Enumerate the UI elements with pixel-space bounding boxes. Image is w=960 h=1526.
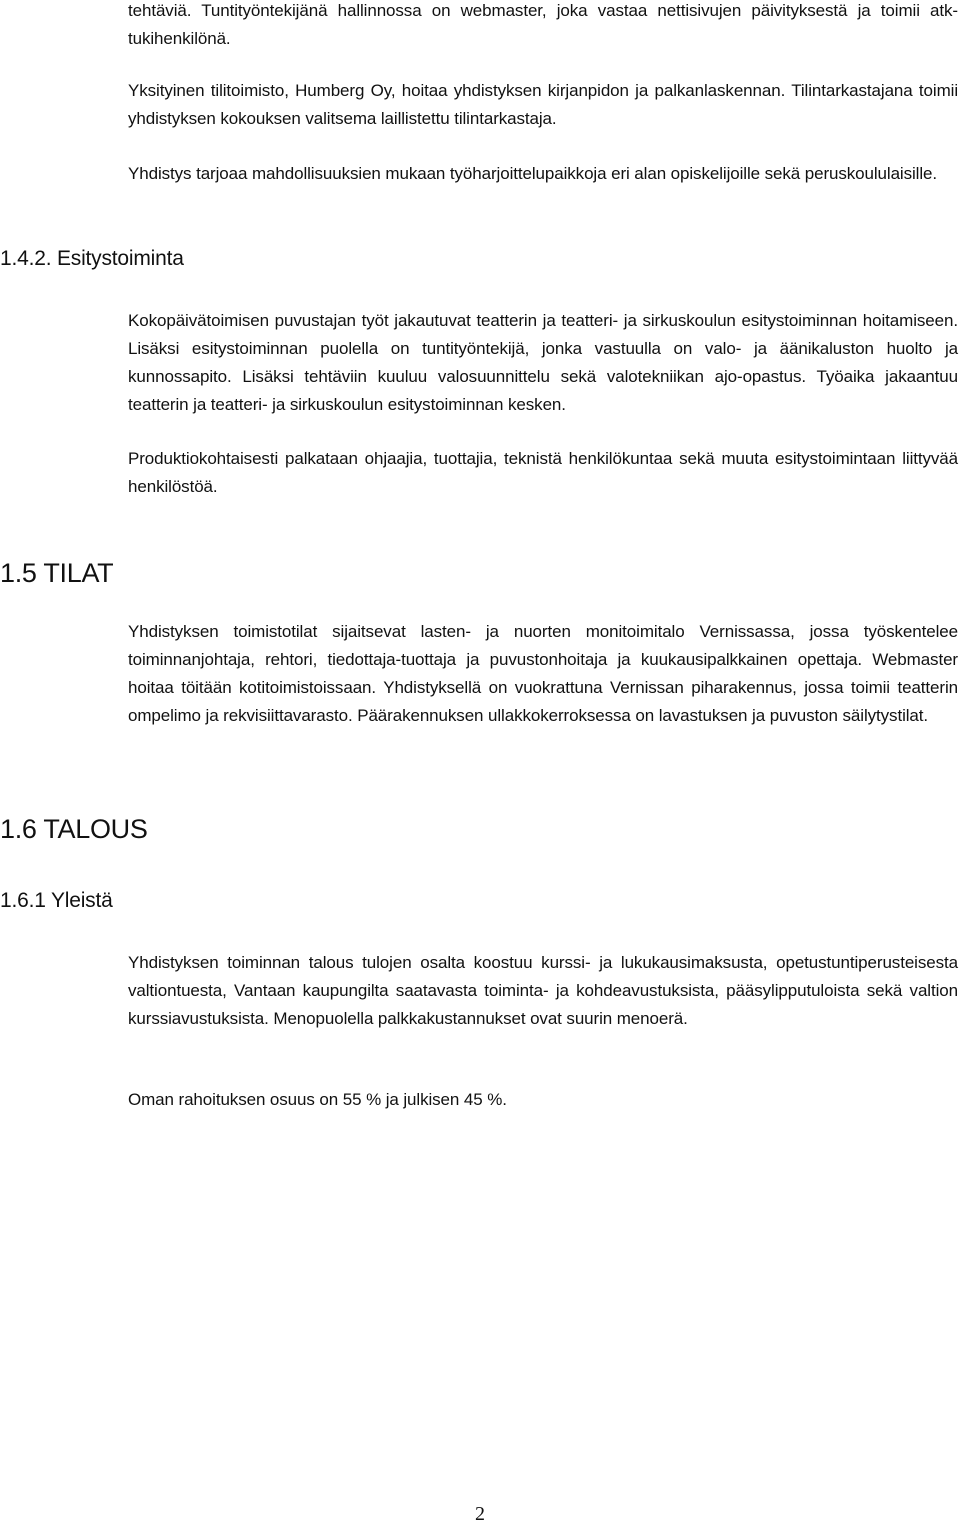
heading-esitystoiminta: 1.4.2. Esitystoiminta <box>0 247 184 270</box>
paragraph-funding-share: Oman rahoituksen osuus on 55 % ja julkisen 45 %. <box>128 1090 507 1109</box>
heading-yleista: 1.6.1 Yleistä <box>0 889 113 912</box>
paragraph-accounting: Yksityinen tilitoimisto, Humberg Oy, hoitaa yhdistyksen kirjanpidon ja palkanlaskennan. Tilintarkastajana toimii yhdistyksen kokouksen valitsema laillistettu tilintarkastaja. <box>128 81 958 128</box>
paragraph-economy: Yhdistyksen toiminnan talous tulojen osalta koostuu kurssi- ja lukukausimaksusta, opetustuntiperusteisesta valtiontuesta, Vantaan kaupungilta saatavasta toiminta- ja kohdeavustuksista, pääsylipputuloista sekä valtion kurssiavustuksista. Menopuolella palkkakustannukset ovat suurin menoerä. <box>128 953 958 1028</box>
paragraph-intro-continuation: tehtäviä. Tuntityöntekijänä hallinnossa on webmaster, joka vastaa nettisivujen päivityksestä ja toimii atk-tukihenkilönä. <box>128 1 958 48</box>
paragraph-production-staff: Produktiokohtaisesti palkataan ohjaajia, tuottajia, teknistä henkilökuntaa sekä muuta esitystoimintaan liittyvää henkilöstöä. <box>128 449 958 496</box>
heading-tilat: 1.5 TILAT <box>0 558 114 588</box>
page-number: 2 <box>475 1503 485 1525</box>
heading-talous: 1.6 TALOUS <box>0 814 148 844</box>
paragraph-premises: Yhdistyksen toimistotilat sijaitsevat lasten- ja nuorten monitoimitalo Vernissassa, jossa työskentelee toiminnanjohtaja, rehtori, tiedottaja-tuottaja ja puvustonhoitaja ja kuukausipalkkainen opettaja. Webmaster hoitaa töitään kotitoimistoissaan. Yhdistyksellä on vuokrattuna Vernissan piharakennus, jossa toimii teatterin ompelimo ja rekvisiittavarasto. Päärakennuksen ullakkokerroksessa on lavastuksen ja puvuston säilytystilat. <box>128 622 958 725</box>
paragraph-costume-work: Kokopäivätoimisen puvustajan työt jakautuvat teatterin ja teatteri- ja sirkuskoulun esitystoiminnan hoitamiseen. Lisäksi esitystoiminnan puolella on tuntityöntekijä, jonka vastuulla on valo- ja äänikaluston huolto ja kunnossapito. Lisäksi tehtäviin kuuluu valosuunnittelu sekä valotekniikan ajo-opastus. Työaika jakaantuu teatterin ja teatteri- ja sirkuskoulun esitystoiminnan kesken. <box>128 311 958 414</box>
paragraph-internships: Yhdistys tarjoaa mahdollisuuksien mukaan työharjoittelupaikkoja eri alan opiskelijoille sekä peruskoululaisille. <box>128 164 938 183</box>
